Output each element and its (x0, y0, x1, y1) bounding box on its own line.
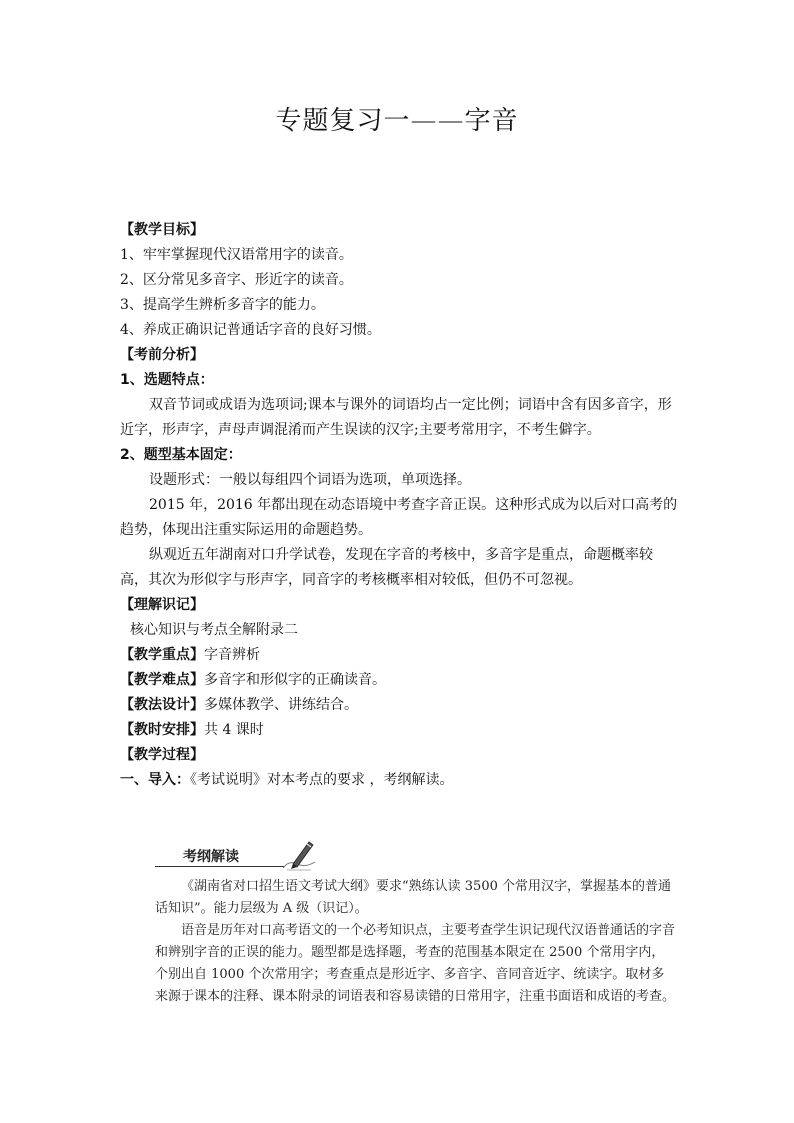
excerpt-title: 考纲解读 (183, 849, 239, 865)
goal-item: 1、牢牢掌握现代汉语常用字的读音。 (120, 247, 353, 263)
excerpt-header (155, 836, 675, 876)
format-text: 设题形式：一般以每组四个词语为选项，单项选择。 (149, 472, 471, 488)
difficulty-text: 多音字和形似字的正确读音。 (204, 672, 386, 688)
key-point-label: 【教学重点】 (120, 647, 204, 663)
key-point-row (120, 643, 680, 668)
excerpt-paragraph-1: 《湖南省对口招生语文考试大纲》要求“熟练认读 3500 个常用汉字，掌握基本的普通话知识”。能力层级为 A 级（识记）。 (155, 879, 671, 916)
understanding-heading: 【理解识记】 (120, 597, 204, 613)
method-label: 【教法设计】 (120, 697, 204, 713)
difficulty-label: 【教学难点】 (120, 672, 204, 688)
format-heading: 2、题型基本固定： (120, 447, 242, 463)
intro-text: 《考试说明》对本考点的要求 ，考纲解读。 (190, 772, 454, 788)
excerpt-rule (155, 866, 285, 867)
goal-item: 4、养成正确识记普通话字音的良好习惯。 (120, 322, 381, 338)
goal-item: 3、提高学生辨析多音字的能力。 (120, 297, 325, 313)
method-text: 多媒体教学、讲练结合。 (204, 697, 358, 713)
difficulty-row (120, 668, 680, 693)
intro-row (120, 768, 680, 793)
teaching-goals-heading: 【教学目标】 (120, 222, 204, 238)
exam-analysis-heading: 【考前分析】 (120, 347, 204, 363)
syllabus-excerpt (155, 836, 675, 1008)
schedule-label: 【教时安排】 (120, 722, 204, 738)
trend-text: 2015 年，2016 年都出现在动态语境中考查字音正误。这种形式成为以后对口高考的趋势，体现出注重实际运用的命题趋势。 (120, 497, 678, 538)
goal-item: 2、区分常见多音字、形近字的读音。 (120, 272, 353, 288)
schedule-row (120, 718, 680, 743)
features-text: 双音节词或成语为选项词;课本与课外的词语均占一定比例；词语中含有因多音字，形近字，形声字，声母声调混淆而产生误读的汉字;主要考常用字，不考生僻字。 (120, 397, 672, 438)
review-text: 纵观近五年湖南对口升学试卷，发现在字音的考核中，多音字是重点，命题概率较高，其次为形似字与形声字，同音字的考核概率相对较低，但仍不可忽视。 (120, 547, 653, 588)
method-row (120, 693, 680, 718)
key-point-text: 字音辨析 (204, 647, 260, 663)
page-title: 专题复习一——字音 (275, 106, 519, 136)
intro-label: 一、导入： (120, 772, 190, 788)
pen-icon (279, 838, 319, 872)
excerpt-paragraph-2: 语音是历年对口高考语文的一个必考知识点，主要考查学生识记现代汉语普通话的字音和辨别字音的正误的能力。题型都是选择题，考查的范围基本限定在 2500 个常用字内，个别出自 1000 个次常用字；考查重点是形近字、多音字、音同音近字、统读字。取材多来源于课本的注释、课本附录的词语表和容易读错的日常用字，注重书面语和成语的考查。 (155, 923, 676, 1004)
schedule-text: 共 4 课时 (204, 722, 264, 738)
document-body (120, 218, 680, 793)
process-heading: 【教学过程】 (120, 747, 204, 763)
features-heading: 1、选题特点： (120, 372, 214, 388)
understanding-text: 核心知识与考点全解附录二 (130, 622, 298, 638)
